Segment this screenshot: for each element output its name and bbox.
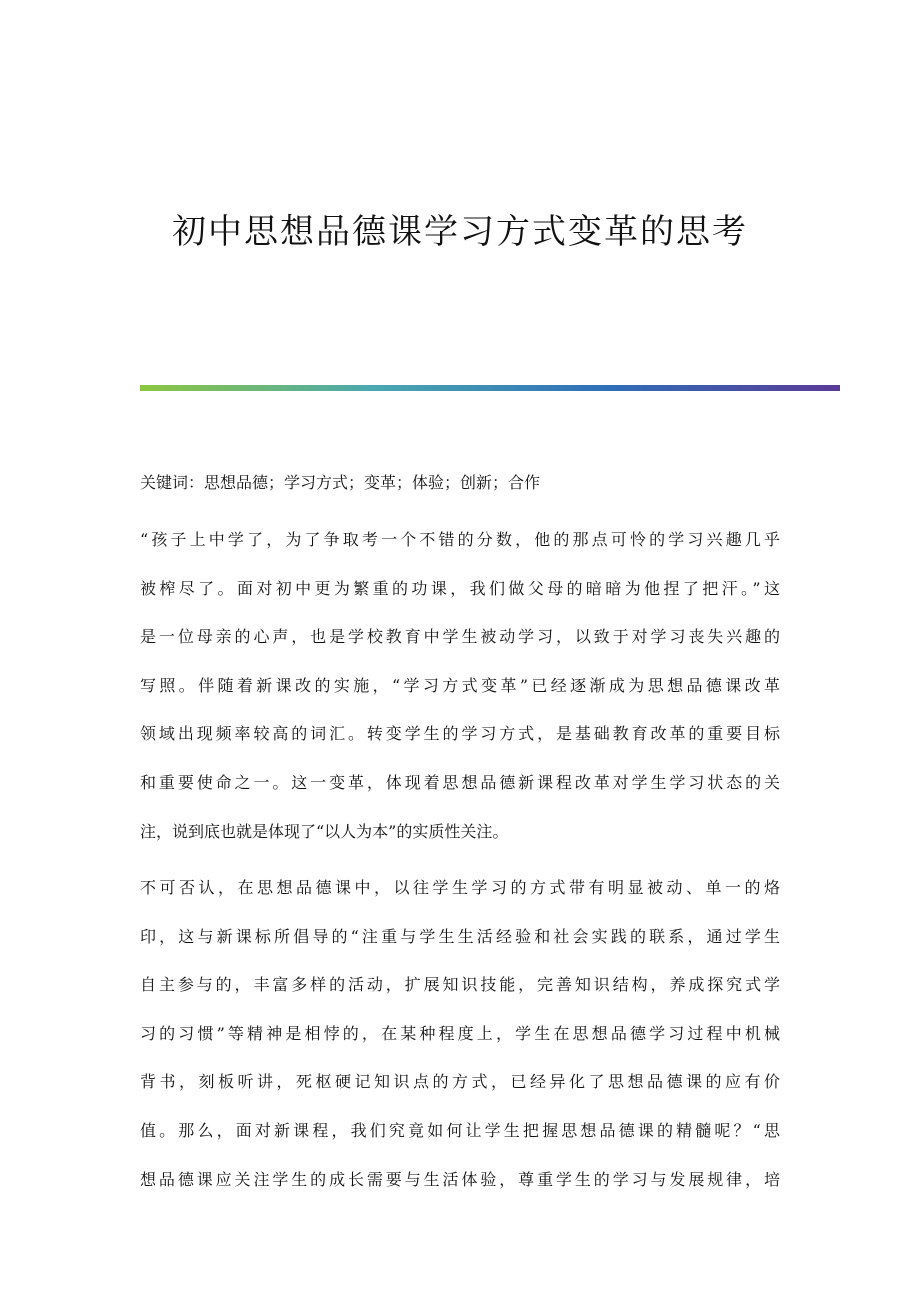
paragraph-line: 自主参与的，丰富多样的活动，扩展知识技能，完善知识结构，养成探究式学 bbox=[140, 975, 780, 995]
paragraph-line: “孩子上中学了，为了争取考一个不错的分数，他的那点可怜的学习兴趣几乎 bbox=[140, 530, 780, 549]
paragraph-line: 领域出现频率较高的词汇。转变学生的学习方式，是基础教育改革的重要目标 bbox=[140, 724, 780, 744]
paragraph-line: 注，说到底也就是体现了“以人为本”的实质性关注。 bbox=[140, 821, 509, 841]
paragraph-line: 背书，刻板听讲，死枢硬记知识点的方式，已经异化了思想品德课的应有价 bbox=[140, 1072, 780, 1092]
paragraph-line: 被榨尽了。面对初中更为繁重的功课，我们做父母的暗暗为他捏了把汗。”这 bbox=[140, 578, 780, 598]
paragraph-line: 习的习惯”等精神是相悖的，在某种程度上，学生在思想品德学习过程中机械 bbox=[140, 1023, 780, 1043]
title-divider bbox=[140, 385, 840, 391]
paragraph-line: 是一位母亲的心声，也是学校教育中学生被动学习，以致于对学习丧失兴趣的 bbox=[140, 627, 780, 647]
document-title: 初中思想品德课学习方式变革的思考 bbox=[172, 212, 748, 252]
paragraph-line: 和重要使命之一。这一变革，体现着思想品德新课程改革对学生学习状态的关 bbox=[140, 772, 780, 792]
paragraph-line: 值。那么，面对新课程，我们究竟如何让学生把握思想品德课的精髓呢？“思 bbox=[140, 1120, 780, 1140]
paragraph-line: 写照。伴随着新课改的实施，“学习方式变革”已经逐渐成为思想品德课改革 bbox=[140, 675, 780, 695]
paragraph-1 bbox=[140, 516, 780, 856]
paragraph-line: 想品德课应关注学生的成长需要与生活体验，尊重学生的学习与发展规律，培 bbox=[140, 1169, 780, 1189]
paragraph-line: 印，这与新课标所倡导的“注重与学生生活经验和社会实践的联系，通过学生 bbox=[140, 926, 780, 946]
paragraph-2 bbox=[140, 864, 780, 1204]
keywords-line: 关键词：思想品德；学习方式；变革；体验；创新；合作 bbox=[140, 473, 541, 492]
paragraph-line: 不可否认，在思想品德课中，以往学生学习的方式带有明显被动、单一的烙 bbox=[140, 878, 780, 897]
